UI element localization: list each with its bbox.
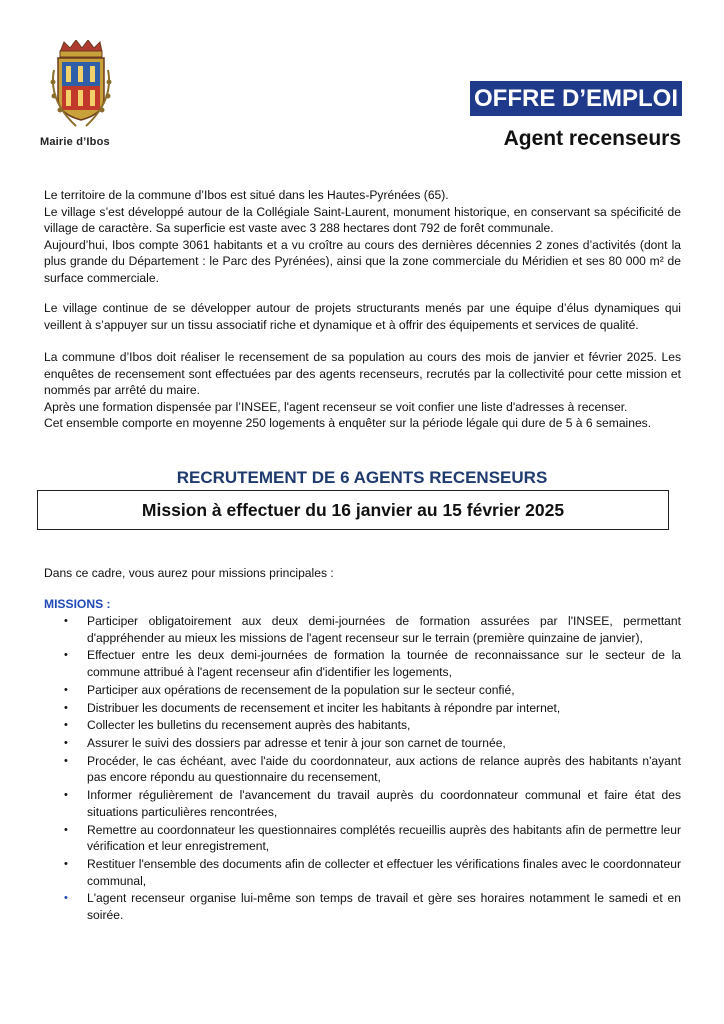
mairie-logo — [40, 40, 126, 148]
offer-subtitle: Agent recenseurs — [503, 127, 681, 150]
development-section — [44, 300, 681, 333]
bullet-icon: • — [64, 892, 68, 905]
list-item: • Informer régulièrement de l'avancement du travail auprès du coordonnateur communal et faire état des situations particulières rencontrées, — [64, 788, 681, 819]
census-paragraph: Cet ensemble comporte en moyenne 250 logements à enquêter sur la période légale qui dure de 5 à 6 semaines. — [44, 416, 652, 431]
intro-paragraph: Le territoire de la commune d’Ibos est situé dans les Hautes-Pyrénées (65). — [44, 188, 449, 202]
list-item: • Restituer l'ensemble des documents afin de collecter et effectuer les vérifications finales avec le coordonnateur communal, — [64, 857, 681, 888]
list-item: • Procéder, le cas échéant, avec l'aide du coordonnateur, aux actions de relance auprès des habitants n'ayant pas encore répondu au questionnaire du recensement, — [64, 753, 681, 785]
bullet-icon: • — [64, 615, 68, 627]
bullet-icon: • — [64, 719, 68, 732]
development-paragraph: Le village continue de se développer autour de projets structurants menés par une équipe d’élus dynamiques qui veillent à s’appuyer sur un tissu associatif riche et dynamique et à offrir des équipements et services de qualité. — [44, 301, 681, 332]
list-item: • Distribuer les documents de recensement et inciter les habitants à répondre par internet, — [64, 700, 561, 715]
missions-intro: Dans ce cadre, vous aurez pour missions principales : — [44, 566, 334, 580]
intro-paragraph: Le village s’est développé autour de la Collégiale Saint-Laurent, monument historique, en conservant sa spécificité de village de caractère. Sa superficie est vaste avec 3 288 hectares dont 792 de forêt communale. — [44, 204, 681, 236]
bullet-icon: • — [64, 701, 68, 714]
bullet-icon: • — [64, 649, 68, 662]
bullet-icon: • — [64, 789, 68, 802]
list-item: • Remettre au coordonnateur les questionnaires complétés recueillis auprès des habitants afin de permettre leur vérification et leur enregistrement, — [64, 822, 681, 854]
bullet-icon: • — [64, 683, 68, 696]
bullet-icon: • — [64, 754, 68, 767]
list-item: • Participer obligatoirement aux deux demi-journées de formation assurées par l'INSEE, permettant d'appréhender au mieux les missions de l'agent recenseur sur le terrain (première quinzaine de janvier), — [64, 614, 681, 645]
missions-list — [44, 613, 681, 925]
intro-section — [44, 187, 681, 287]
intro-paragraph: Aujourd’hui, Ibos compte 3061 habitants et a vu croître au cours des dernières décennies 2 zones d’activités (dont la plus grande du Département : le Parc des Pyrénées), ainsi que la zone commerciale du Méridien et ses 80 000 m² de surface commerciale. — [44, 237, 681, 285]
missions-heading: MISSIONS : — [44, 597, 111, 611]
list-item: • Participer aux opérations de recensement de la population sur le secteur confié, — [64, 682, 515, 697]
offer-title: OFFRE D’EMPLOI — [470, 81, 682, 116]
census-section — [44, 349, 681, 432]
bullet-icon: • — [64, 823, 68, 836]
list-item: • Effectuer entre les deux demi-journées de formation la tournée de reconnaissance sur le secteur de la commune attribué à l'agent recenseur afin d'identifier les logements, — [64, 648, 681, 679]
census-paragraph: La commune d’Ibos doit réaliser le recensement de sa population au cours des mois de janvier et février 2025. Les enquêtes de recensement sont effectuées par des agents recenseurs, recrutés par la collectivité pour cette mission et nommés par arrêté du maire. — [44, 350, 681, 398]
mission-period: Mission à effectuer du 16 janvier au 15 février 2025 — [141, 499, 565, 520]
bullet-icon: • — [64, 737, 68, 750]
census-paragraph: Après une formation dispensée par l’INSEE, l'agent recenseur se voit confier une liste d'adresses à recenser. — [44, 399, 628, 414]
list-item: • Collecter les bulletins du recensement auprès des habitants, — [64, 718, 411, 733]
coat-of-arms-icon — [46, 40, 116, 132]
mission-period-box — [37, 490, 669, 530]
logo-caption: Mairie d’Ibos — [40, 136, 110, 148]
recruitment-heading: RECRUTEMENT DE 6 AGENTS RECENSEURS — [176, 468, 548, 487]
list-item: • Assurer le suivi des dossiers par adresse et tenir à jour son carnet de tournée, — [64, 736, 506, 751]
list-item: • L'agent recenseur organise lui-même son temps de travail et gère ses horaires notamment le samedi et en soirée. — [64, 891, 681, 922]
bullet-icon: • — [64, 858, 68, 870]
